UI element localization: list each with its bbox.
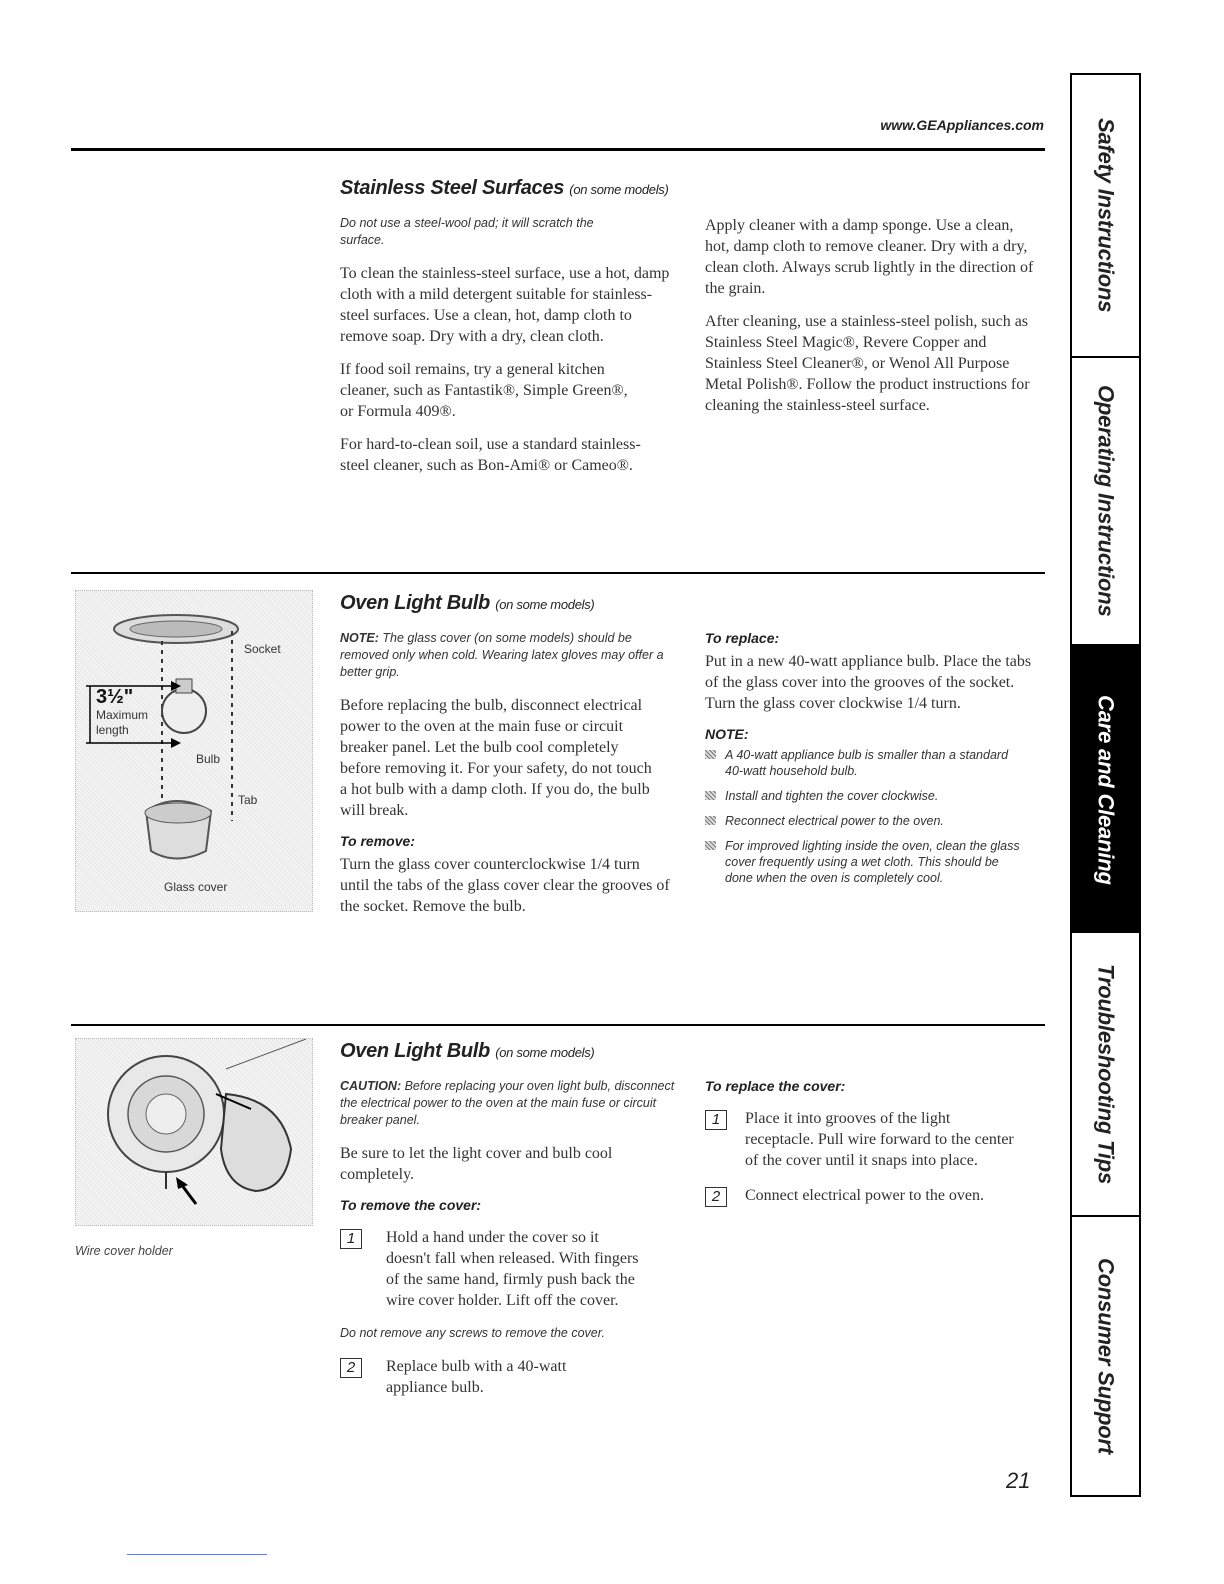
remove-heading: To remove: [340,833,415,849]
note-label: NOTE: [340,631,379,645]
tab-label: Tab [238,793,258,807]
size-label: 3½" [96,686,134,708]
bullet-item: A 40-watt appliance bulb is smaller than a standard 40-watt household bulb. [705,747,1025,779]
bulb2-right-column [705,1078,1040,1220]
tab-operating-instructions[interactable]: Operating Instructions [1072,358,1139,646]
stainless-title: Stainless Steel Surfaces (on some models) [340,177,669,199]
length-label: length [96,723,129,737]
wire-cover-diagram [75,1038,313,1226]
wire-cover-caption: Wire cover holder [75,1244,173,1258]
stainless-warning: Do not use a steel-wool pad; it will scratch the surface. [340,216,594,247]
do-not-remove-screws: Do not remove any screws to remove the cover. [340,1326,605,1340]
bullet-item: Reconnect electrical power to the oven. [705,813,1040,829]
tab-safety-instructions[interactable]: Safety Instructions [1072,75,1139,358]
bulb-title-1: Oven Light Bulb (on some models) [340,592,595,614]
caution-text: Before replacing your oven light bulb, disconnect the electrical power to the oven at the main fuse or circuit breaker panel. [340,1079,675,1127]
note-text: The glass cover (on some models) should be removed only when cold. Wearing latex gloves may offer a better grip. [340,631,664,679]
stainless-paragraph-4: Apply cleaner with a damp sponge. Use a clean, hot, damp cloth to remove cleaner. Dry with a dry, clean cloth. Always scrub lightly in the direction of the grain. [705,217,1034,297]
note2-heading: NOTE: [705,726,749,742]
website-url: www.GEAppliances.com [880,117,1044,133]
remove-step-1: 1 Hold a hand under the cover so it doesn't fall when released. With fingers of the same hand, firmly push back the wire cover holder. Lift off the cover. [340,1227,675,1311]
light-cover-shape [221,1094,291,1191]
stainless-right-column [705,215,1040,428]
arrow-shape [181,1184,196,1204]
section-tabs [1070,73,1141,1497]
tab-consumer-support[interactable]: Consumer Support [1093,1257,1119,1455]
remove-text: Turn the glass cover counterclockwise 1/4 turn until the tabs of the glass cover clear the grooves of the socket. Remove the bulb. [340,856,670,915]
stainless-paragraph-3: For hard-to-clean soil, use a standard stainless-steel cleaner, such as Bon-Ami® or Cameo®. [340,436,641,474]
glass-cover-label: Glass cover [164,880,228,894]
bulb1-left-column [340,630,675,929]
footer-line [127,1554,267,1555]
remove-step-2: 2 Replace bulb with a 40-watt appliance bulb. [340,1356,675,1398]
remove-cover-heading: To remove the cover: [340,1197,482,1213]
stainless-paragraph-2: If food soil remains, try a general kitchen cleaner, such as Fantastik®, Simple Green®, or Formula 409®. [340,361,628,420]
stainless-left-column [340,215,680,488]
bullet-item: Install and tighten the cover clockwise. [705,788,1040,804]
replace-cover-heading: To replace the cover: [705,1078,846,1094]
bulb-label: Bulb [196,752,221,766]
header-rule [71,148,1045,151]
stainless-paragraph-5: After cleaning, use a stainless-steel polish, such as Stainless Steel Magic®, Revere Copper and Stainless Steel Cleaner®, or Wenol All Purpose Metal Polish®. Follow the product instructions for cleaning the stainless-steel surface. [705,313,1030,414]
replace-text: Put in a new 40-watt appliance bulb. Place the tabs of the glass cover into the grooves of the socket. Turn the glass cover clockwise 1/4 turn. [705,653,1032,712]
bullet-item: For improved lighting inside the oven, clean the glass cover frequently using a wet cloth. This should be done when the oven is completely cool. [705,838,1025,886]
bulb1-paragraph: Before replacing the bulb, disconnect electrical power to the oven at the main fuse or circuit breaker panel. Let the bulb cool completely before removing it. For your safety, do not touch a hot bulb with a damp cloth. If you do, the bulb will break. [340,697,652,819]
bulb2-paragraph: Be sure to let the light cover and bulb cool completely. [340,1145,613,1183]
socket-label: Socket [244,642,281,656]
caution-label: CAUTION: [340,1079,402,1093]
bulb2-left-column [340,1078,675,1412]
bulb-shape [162,689,206,733]
section-rule-1 [71,572,1045,574]
replace-step-1: 1 Place it into grooves of the light receptacle. Pull wire forward to the center of the cover until it snaps into place. [705,1108,1040,1171]
page-number: 21 [1006,1468,1031,1493]
tab-care-and-cleaning[interactable]: Care and Cleaning [1072,646,1139,933]
replace-heading: To replace: [705,630,780,646]
maximum-label: Maximum [96,708,149,722]
section-rule-2 [71,1024,1045,1026]
tab-troubleshooting-tips[interactable]: Troubleshooting Tips [1072,933,1139,1217]
stainless-paragraph-1: To clean the stainless-steel surface, use a hot, damp cloth with a mild detergent suitable for stainless-steel surfaces. Use a clean, hot, damp cloth to remove soap. Dry with a dry, clean cloth. [340,265,670,345]
replace-step-2: 2 Connect electrical power to the oven. [705,1185,1040,1206]
bulb-diagram [75,590,313,912]
bulb1-right-column [705,630,1040,895]
bulb-title-2: Oven Light Bulb (on some models) [340,1040,595,1062]
